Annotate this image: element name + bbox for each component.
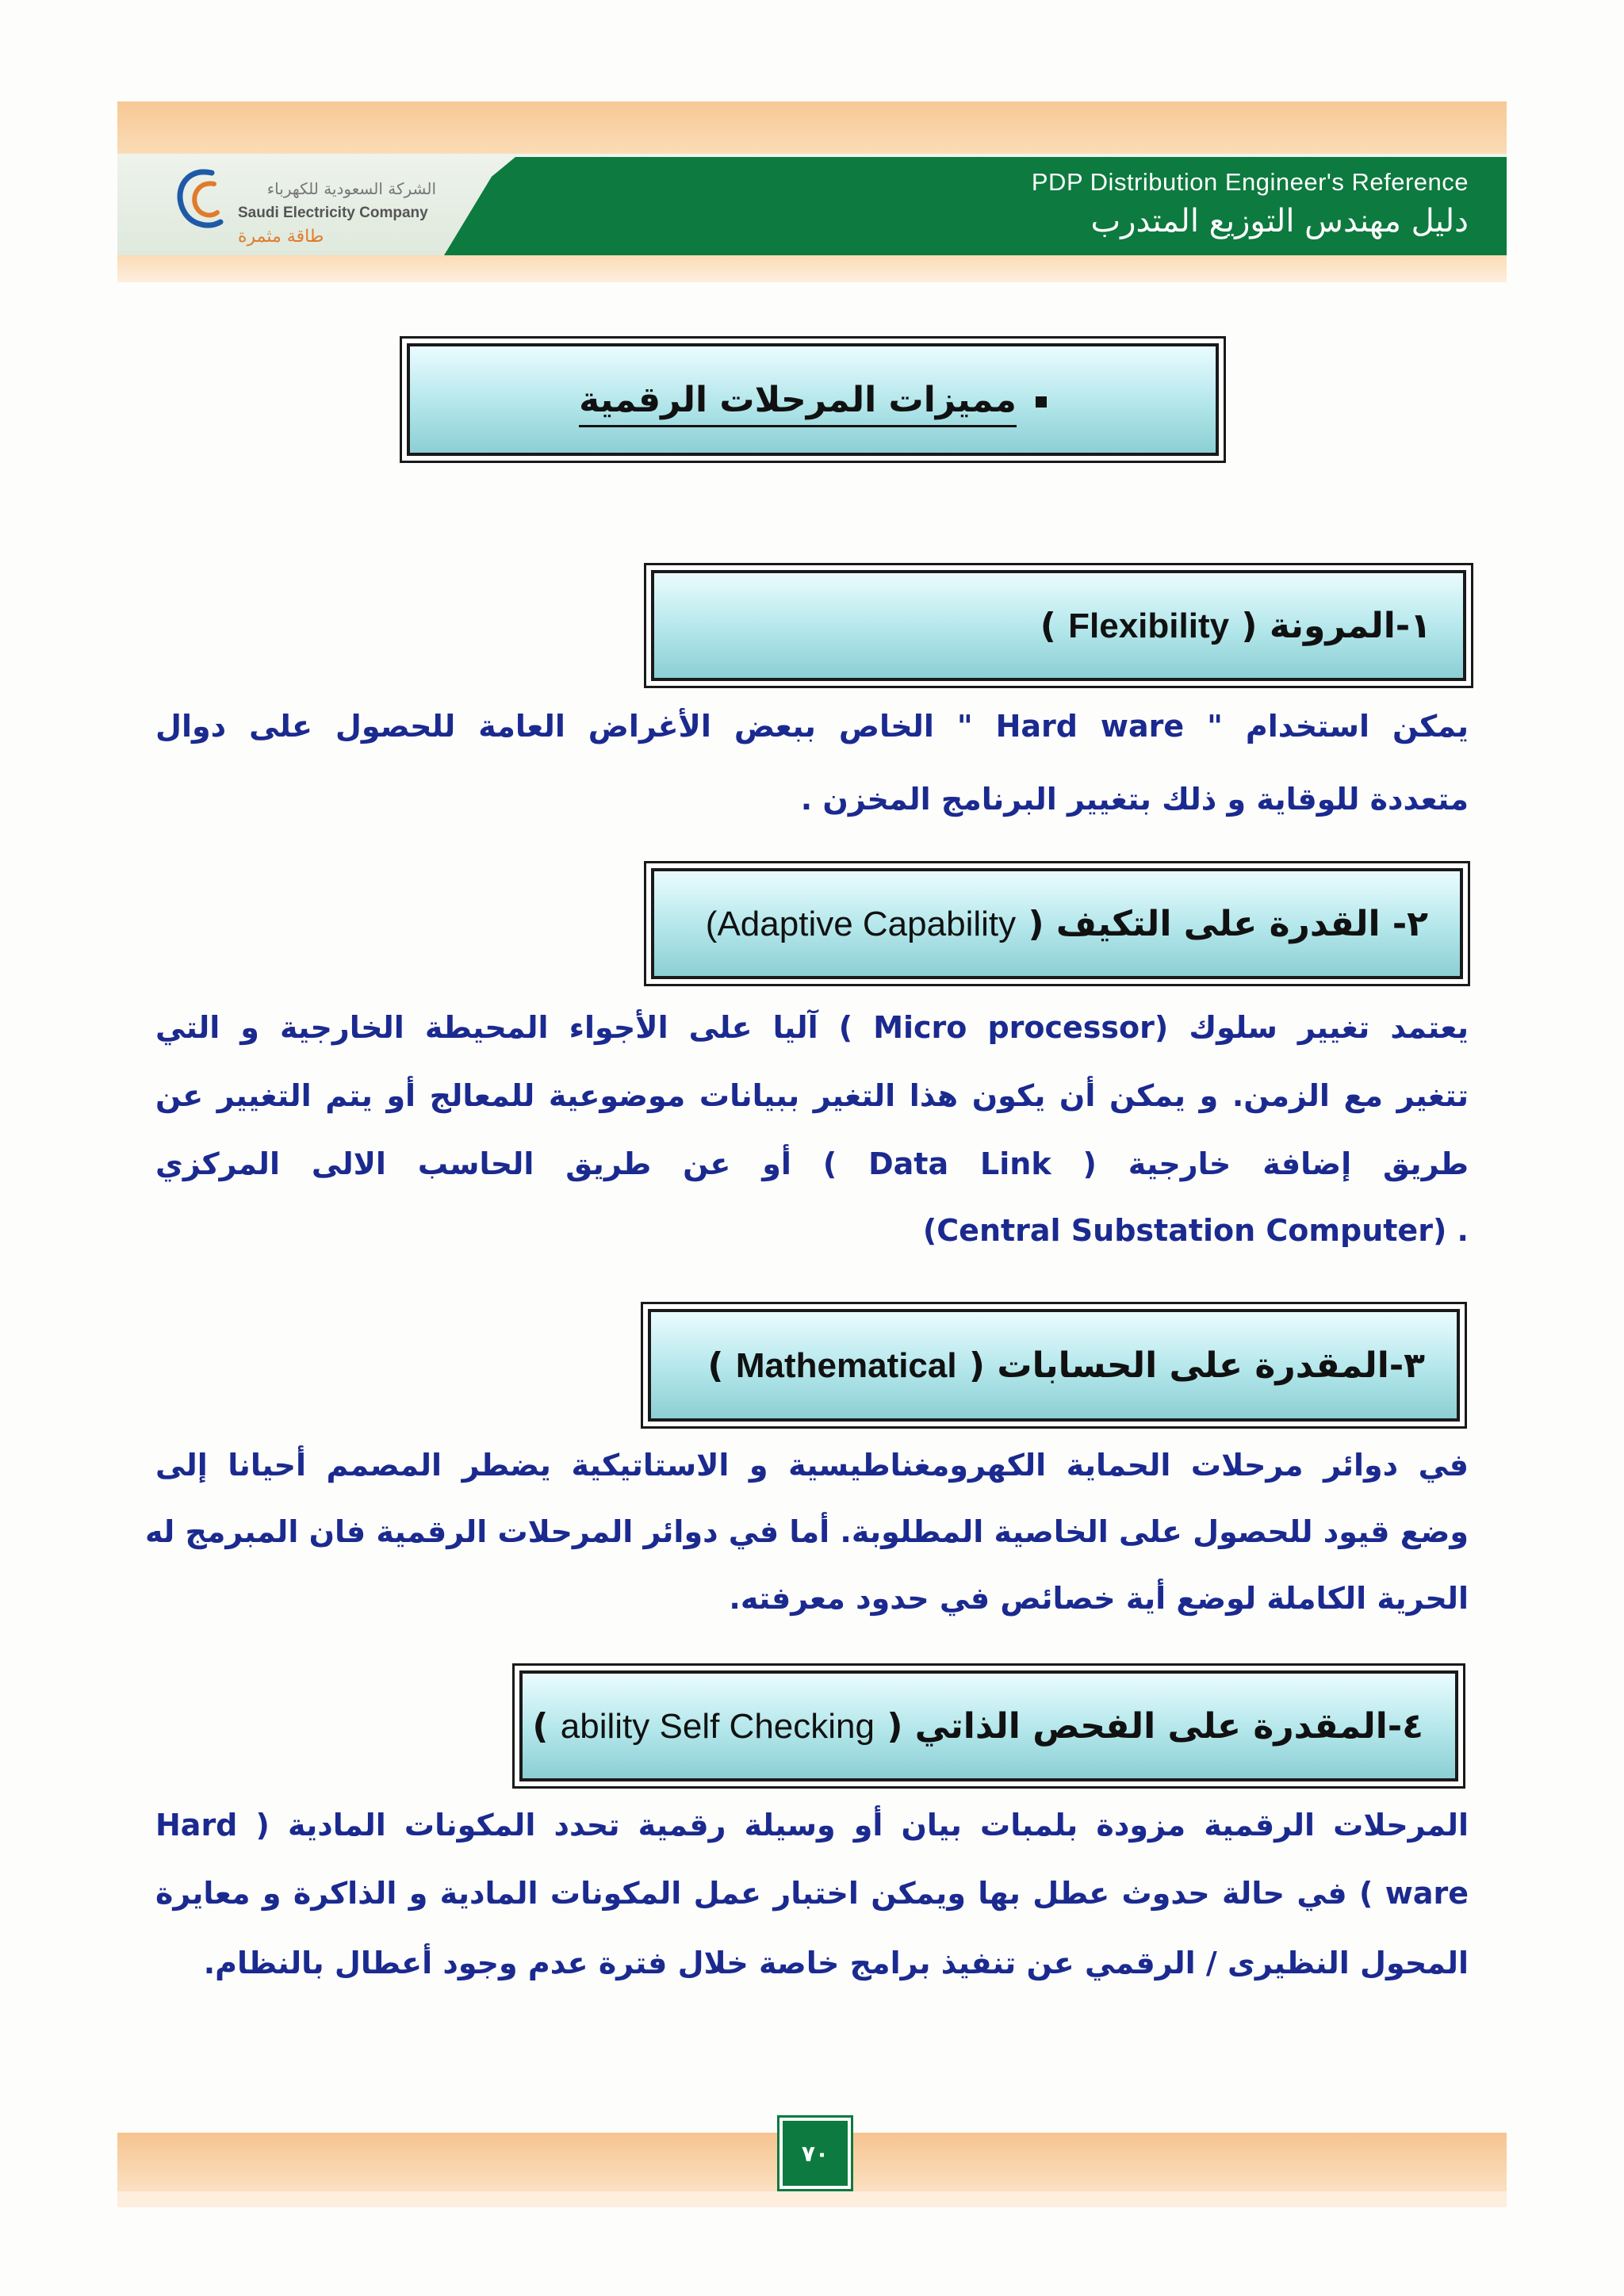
logo-english-name: Saudi Electricity Company [238, 205, 428, 221]
paragraph-line: يعتمد تغيير سلوك (Micro processor ) آليا على الأجواء المحيطة الخارجية و التي [155, 1010, 1469, 1045]
paragraph-line: متعددة للوقاية و ذلك بتغيير البرنامج المخزن . [800, 782, 1469, 817]
page-title-box [400, 336, 1226, 463]
section-heading: ٤-المقدرة على الفحص الذاتي ( ability Self Checking ) [532, 1705, 1423, 1747]
paragraph-line: المحول النظيرى / الرقمي عن تنفيذ برامج خاصة خلال فترة عدم وجود أعطال بالنظام. [203, 1946, 1469, 1980]
header-top-band [117, 101, 1507, 154]
paragraph-line: يمكن استخدام " Hard ware " الخاص ببعض الأغراض العامة للحصول على دوال [155, 709, 1469, 744]
section-heading: ٢- القدرة على التكيف ( Adaptive Capability) [705, 903, 1428, 944]
sec-logo-icon [168, 159, 232, 246]
paragraph-line: الحرية الكاملة لوضع أية خصائص في حدود معرفته. [729, 1581, 1469, 1616]
bullet-icon [1036, 396, 1047, 408]
section-heading: ٣-المقدرة على الحسابات ( Mathematical ) [707, 1345, 1425, 1386]
section-heading-box [644, 861, 1470, 986]
section-heading-box [641, 1302, 1467, 1429]
page-title: مميزات المرحلات الرقمية [579, 380, 1047, 420]
paragraph-line: ware ) في حالة حدوث عطل بها ويمكن اختبار عمل المكونات المادية و الذاكرة و معايرة [155, 1876, 1469, 1911]
section-heading: ١-المرونة ( Flexibility ) [1040, 605, 1431, 646]
logo-arabic-name: الشركة السعودية للكهرباء [266, 179, 436, 198]
section-heading-box [644, 563, 1473, 688]
paragraph-line: . (Central Substation Computer) [922, 1213, 1469, 1248]
paragraph-line: في دوائر مرحلات الحماية الكهرومغناطيسية و الاستاتيكية يضطر المصمم أحيانا إلى [155, 1448, 1469, 1483]
paragraph-line: طريق إضافة خارجية ( Data Link ) أو عن طريق الحاسب الالى المركزي [155, 1146, 1469, 1181]
page-number-box [777, 2115, 853, 2191]
logo-slogan: طاقة مثمرة [238, 227, 324, 247]
header-arabic-title: دليل مهندس التوزيع المتدرب [1090, 203, 1469, 239]
paragraph-line: وضع قيود للحصول على الخاصية المطلوبة. أما في دوائر المرحلات الرقمية فان المبرمج له [144, 1514, 1469, 1549]
header-bottom-band [117, 255, 1507, 282]
page-number: ٧٠ [783, 2121, 848, 2186]
paragraph-line: تتغير مع الزمن. و يمكن أن يكون هذا التغير ببيانات موضوعية للمعالج أو يتم التغيير عن [155, 1078, 1469, 1113]
footer-bottom-band [117, 2191, 1507, 2207]
section-heading-box [512, 1663, 1465, 1789]
paragraph-line: المرحلات الرقمية مزودة بلمبات بيان أو وسيلة رقمية تحدد المكونات المادية ( Hard [155, 1808, 1469, 1843]
header-english-title: PDP Distribution Engineer's Reference [1031, 168, 1469, 196]
